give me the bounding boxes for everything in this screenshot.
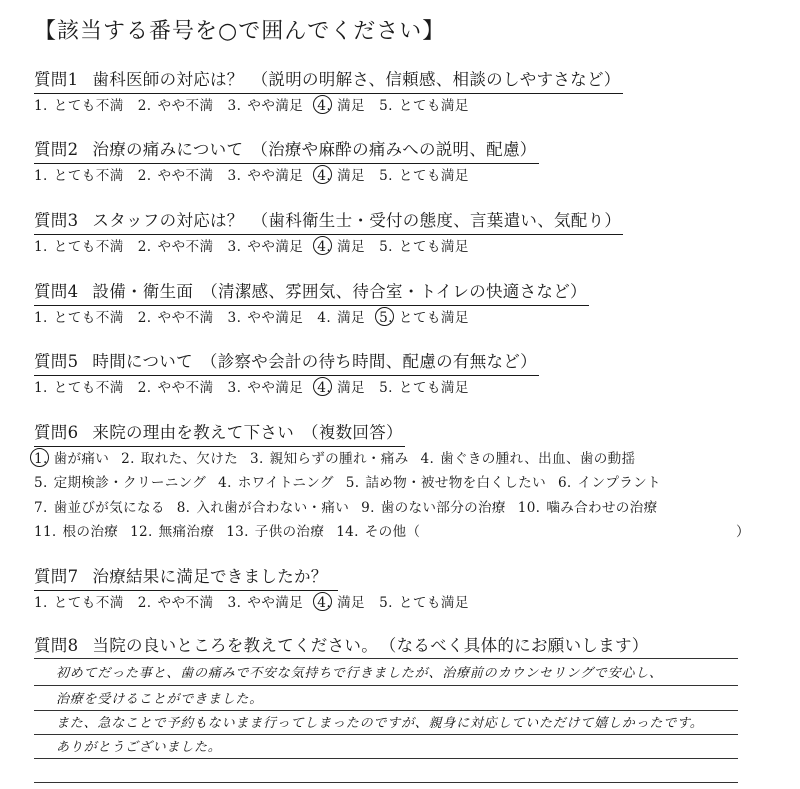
option-number: 2. (137, 98, 152, 114)
question-2-number: 質問2 (34, 140, 79, 159)
question-4-options (34, 306, 483, 326)
question-6-row-4 (34, 520, 432, 540)
option-number: 5. (379, 168, 393, 184)
question-3-number: 質問3 (34, 211, 79, 230)
option-number: 3. (250, 451, 264, 467)
answer-rule (34, 758, 738, 759)
question-6-row-4-option-4 (336, 520, 420, 540)
option-label: とても不満 (53, 98, 124, 114)
option-number: 8. (176, 500, 191, 516)
option-number: 9. (361, 500, 375, 516)
option-label: インプラント (577, 475, 661, 491)
option-label: やや満足 (247, 168, 304, 184)
question-6-row-4-option-2 (130, 520, 214, 540)
option-label: ホワイトニング (237, 475, 334, 491)
q4-option-3 (228, 306, 304, 326)
option-number: 2. (137, 380, 152, 396)
option-label: とても満足 (398, 168, 469, 184)
option-label: 取れた、欠けた (140, 451, 238, 467)
option-label: やや不満 (157, 380, 214, 396)
answer-rule (34, 734, 738, 735)
q5-option-3 (228, 376, 304, 396)
question-5-title (34, 348, 539, 376)
question-3-options (34, 235, 483, 255)
handwritten-answer-line-4: ありがとうございました。 (56, 740, 222, 755)
q3-option-4 (317, 235, 365, 255)
option-number: 2. (137, 239, 152, 255)
option-label: 満足 (337, 168, 366, 184)
question-6-number: 質問6 (34, 423, 79, 442)
q1-option-1 (34, 94, 124, 114)
option-label: とても満足 (398, 595, 469, 611)
question-1-title (34, 66, 623, 94)
question-6-row-1-option-4 (421, 447, 636, 467)
option-label: とても満足 (398, 310, 469, 326)
option-number: 4. (317, 380, 332, 396)
question-6-note: （複数回答） (302, 423, 403, 442)
option-label: とても満足 (398, 98, 469, 114)
question-4-title (34, 278, 589, 306)
answer-rule (34, 710, 738, 711)
question-2-text: 治療の痛みについて (92, 140, 244, 159)
option-label: 根の治療 (62, 524, 119, 540)
option-number: 3. (227, 168, 242, 184)
q2-option-1 (34, 164, 124, 184)
option-label: やや満足 (247, 310, 304, 326)
option-label: 歯ぐきの腫れ、出血、歯の動揺 (440, 451, 636, 467)
q1-option-3 (228, 94, 304, 114)
q1-option-4 (317, 94, 365, 114)
question-3-title (34, 207, 623, 235)
question-6-row-2 (34, 471, 673, 491)
question-6-row-2-option-1 (34, 471, 206, 491)
option-label: 満足 (337, 595, 366, 611)
question-5-number: 質問5 (34, 352, 79, 371)
handwritten-answer-line-1: 初めてだった事と、歯の痛みで不安な気持ちで行きましたが、治療前のカウンセリングで安心し、 (56, 666, 663, 681)
question-5-text: 時間について (92, 352, 193, 371)
question-6-row-1-option-3 (250, 447, 409, 467)
q7-option-1 (34, 591, 124, 611)
option-number: 5. (34, 475, 48, 491)
question-6-row-1-option-1 (34, 447, 109, 467)
option-label: とても不満 (53, 168, 124, 184)
question-6-row-1 (34, 447, 647, 467)
option-label: 歯並びが気になる (53, 500, 165, 516)
option-number: 1. (34, 310, 48, 326)
option-number: 4. (317, 595, 332, 611)
option-label: とても満足 (398, 380, 469, 396)
q5-option-1 (34, 376, 124, 396)
question-6-row-3 (34, 496, 669, 516)
question-2-options (34, 164, 483, 184)
answer-rule (34, 658, 738, 659)
q3-option-2 (138, 235, 214, 255)
option-number: 5. (379, 239, 393, 255)
option-label: 満足 (337, 239, 366, 255)
option-label: やや満足 (247, 595, 304, 611)
option-label: 定期検診・クリーニング (53, 475, 207, 491)
question-6-other-close: ） (736, 524, 750, 540)
option-number: 5. (379, 98, 393, 114)
question-1-options (34, 94, 483, 114)
option-label: 満足 (337, 98, 366, 114)
option-label: 歯が痛い (53, 451, 110, 467)
option-label: 無痛治療 (158, 524, 215, 540)
option-number: 4. (317, 98, 332, 114)
option-number: 2. (137, 310, 152, 326)
option-label: 満足 (337, 310, 366, 326)
q7-option-4 (317, 591, 365, 611)
q1-option-5 (379, 94, 469, 114)
option-number: 1. (34, 595, 48, 611)
q5-option-4 (317, 376, 365, 396)
q7-option-2 (138, 591, 214, 611)
question-4-text: 設備・衛生面 (92, 282, 194, 301)
handwritten-answer-line-3: また、急なことで予約もないまま行ってしまったのですが、親身に対応していただけて嬉しかったです。 (56, 716, 704, 731)
q5-option-2 (138, 376, 214, 396)
option-number: 1. (34, 380, 48, 396)
option-label: 親知らずの腫れ・痛み (269, 451, 409, 467)
option-number: 2. (121, 451, 135, 467)
answer-rule (34, 685, 738, 686)
option-label: やや満足 (247, 98, 304, 114)
option-label: 歯のない部分の治療 (380, 500, 506, 516)
option-number: 3. (227, 98, 242, 114)
question-2-note: （治療や麻酔の痛みへの説明、配慮） (251, 140, 537, 159)
question-2-title (34, 136, 539, 164)
q4-option-1 (34, 306, 124, 326)
question-8-number: 質問8 (34, 636, 79, 655)
option-number: 5. (379, 380, 393, 396)
q5-option-5 (379, 376, 469, 396)
option-number: 4. (420, 451, 435, 467)
option-number: 12. (130, 524, 153, 540)
question-6-row-3-option-1 (34, 496, 165, 516)
question-6-row-4-option-1 (34, 520, 118, 540)
question-3-note: （歯科衛生士・受付の態度、言葉遣い、気配り） (251, 211, 622, 230)
option-label: とても不満 (53, 239, 124, 255)
question-1-text: 歯科医師の対応は？ (92, 70, 244, 89)
option-number: 14. (336, 524, 359, 540)
option-label: やや不満 (157, 98, 214, 114)
question-4-note: （清潔感、雰囲気、待合室・トイレの快適さなど） (201, 282, 587, 301)
option-number: 3. (227, 310, 242, 326)
question-6-row-2-option-3 (346, 471, 546, 491)
option-label: やや不満 (157, 168, 214, 184)
question-8-title (34, 632, 649, 656)
question-6-row-2-option-4 (558, 471, 661, 491)
option-label: 子供の治療 (254, 524, 325, 540)
option-number: 11. (34, 524, 57, 540)
option-number: 3. (227, 239, 242, 255)
option-label: とても満足 (398, 239, 469, 255)
question-8-text: 当院の良いところを教えてください。 (92, 636, 379, 655)
question-1-note: （説明の明解さ、信頼感、相談のしやすさなど） (251, 70, 621, 89)
q1-option-2 (138, 94, 214, 114)
q4-option-5 (379, 306, 469, 326)
question-7-text: 治療結果に満足できましたか？ (92, 567, 328, 586)
q2-option-3 (228, 164, 304, 184)
question-8-note: （なるべく具体的にお願いします） (388, 636, 649, 655)
question-6-row-1-option-2 (121, 447, 238, 467)
question-6-text: 来院の理由を教えて下さい (92, 423, 295, 442)
option-number: 10. (517, 500, 541, 516)
option-number: 1. (34, 239, 48, 255)
option-label: 入れ歯が合わない・痛い (196, 500, 350, 516)
option-label: とても不満 (53, 595, 124, 611)
option-label: やや満足 (247, 380, 304, 396)
question-4-number: 質問4 (34, 282, 79, 301)
q2-option-4 (317, 164, 365, 184)
option-label: やや不満 (157, 239, 214, 255)
option-label: とても不満 (53, 380, 124, 396)
q2-option-5 (379, 164, 469, 184)
q4-option-4 (317, 306, 365, 326)
question-7-title (34, 563, 338, 591)
q3-option-3 (228, 235, 304, 255)
question-7-options (34, 591, 483, 611)
option-number: 5. (345, 475, 360, 491)
option-number: 7. (34, 500, 48, 516)
option-number: 1. (34, 98, 48, 114)
option-number: 6. (557, 475, 572, 491)
question-6-row-2-option-2 (218, 471, 334, 491)
option-label: 詰め物・被せ物を白くしたい (365, 475, 546, 491)
question-6-title (34, 419, 405, 447)
option-number: 13. (226, 524, 249, 540)
q4-option-2 (138, 306, 214, 326)
q3-option-5 (379, 235, 469, 255)
option-label: とても不満 (53, 310, 124, 326)
option-label: その他（ (364, 524, 421, 540)
option-number: 4. (317, 168, 332, 184)
question-6-row-3-option-3 (361, 496, 506, 516)
handwritten-answer-line-2: 治療を受けることができました。 (56, 692, 264, 707)
option-number: 5. (379, 310, 393, 326)
option-number: 1. (34, 451, 48, 467)
question-5-note: （診察や会計の待ち時間、配慮の有無など） (200, 352, 537, 371)
option-label: 噛み合わせの治療 (546, 500, 658, 516)
option-label: やや不満 (157, 595, 214, 611)
question-6-row-4-option-3 (226, 520, 324, 540)
option-number: 4. (317, 310, 332, 326)
question-6-row-3-option-2 (177, 496, 349, 516)
question-7-number: 質問7 (34, 567, 79, 586)
option-number: 3. (227, 595, 242, 611)
option-number: 2. (137, 595, 152, 611)
option-number: 4. (317, 239, 332, 255)
option-number: 1. (34, 168, 48, 184)
q3-option-1 (34, 235, 124, 255)
answer-rule (34, 782, 738, 783)
option-number: 3. (227, 380, 242, 396)
q2-option-2 (138, 164, 214, 184)
question-5-options (34, 376, 483, 396)
question-3-text: スタッフの対応は？ (92, 211, 244, 230)
q7-option-5 (379, 591, 469, 611)
option-label: やや不満 (157, 310, 214, 326)
question-6-row-3-option-4 (518, 496, 658, 516)
q7-option-3 (228, 591, 304, 611)
option-label: 満足 (337, 380, 366, 396)
option-number: 2. (137, 168, 152, 184)
option-number: 4. (218, 475, 232, 491)
question-1-number: 質問1 (34, 70, 79, 89)
page-header: 【該当する番号を○で囲んでください】 (34, 19, 446, 44)
option-label: やや満足 (247, 239, 304, 255)
option-number: 5. (379, 595, 393, 611)
